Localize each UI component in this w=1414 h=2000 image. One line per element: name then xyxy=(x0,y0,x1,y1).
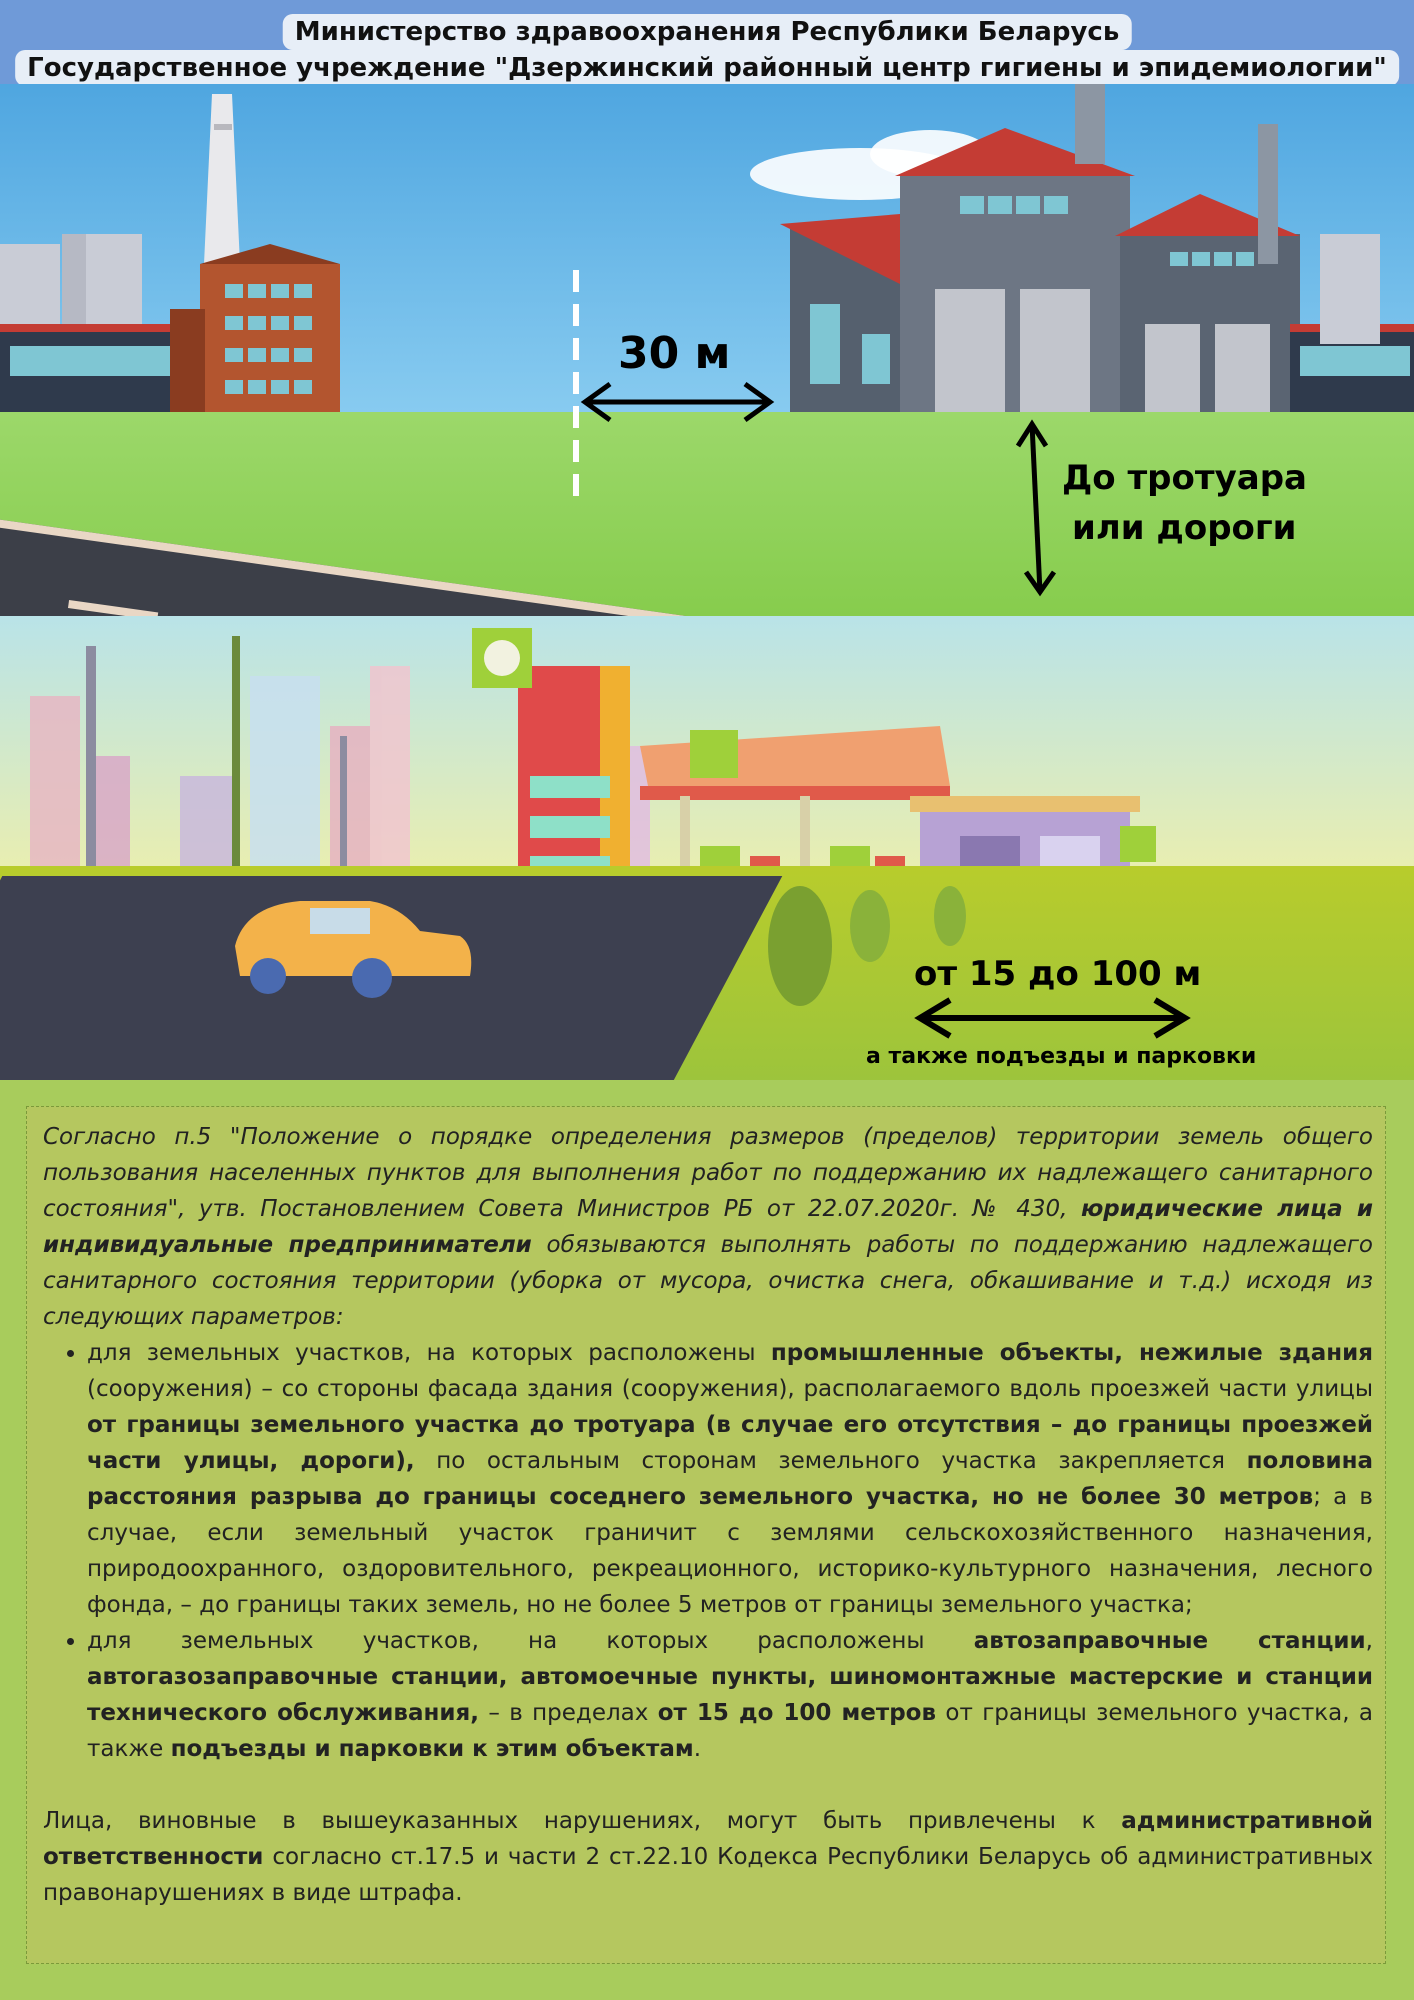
sidewalk-label-line1: До тротуара xyxy=(1062,458,1307,498)
distance-30m-label: 30 м xyxy=(618,328,731,379)
intro-paragraph: Согласно п.5 "Положение о порядке определения размеров (пределов) территории земель общего пользования населенных пунктов для выполнения работ по поддержанию их надлежащего санитарного состояния", утв. Постановлением Совета Министров РБ от 22.07.2020г. № 430, юридические лица и индивидуальные предприниматели обязываются выполнять работы по поддержанию надлежащего санитарного состояния территории (уборка от мусора, очистка снега, обкашивание и т.д.) исходя из следующих параметров: xyxy=(43,1124,1374,1330)
list-item-industrial: • для земельных участков, на которых расположены промышленные объекты, нежилые здания (сооружения) – со стороны фасада здания (сооружения), располагаемого вдоль проезжей части улицы от границы земельного участка до тротуара (в случае его отсутствия – до границы проезжей части улицы, дороги), по остальным сторонам земельного участка закрепляется половина расстояния разрыва до границы соседнего земельного участка, но не более 30 метров; а в случае, если земельный участок граничит с землями сельскохозяйственного назначения, природоохранного, оздоровительного, рекреационного, историко-культурного назначения, лесного фонда, – до границы таких земель, но не более 5 метров от границы земельного участка; xyxy=(87,1335,1373,1623)
industrial-scene xyxy=(0,84,1414,616)
institution-title: Государственное учреждение "Дзержинский районный центр гигиены и эпидемиологии" xyxy=(15,50,1399,86)
car-and-marker xyxy=(0,616,1414,1080)
list-item-gas-stations: • для земельных участков, на которых расположены автозаправочные станции, автогазозаправочные станции, автомоечные пункты, шиномонтажные мастерские и станции технического обслуживания, – в пределах от 15 до 100 метров от границы земельного участка, а также подъезды и парковки к этим объектам. xyxy=(87,1623,1373,1767)
header-bar xyxy=(0,0,1414,84)
liability-paragraph: Лица, виновные в вышеуказанных нарушениях, могут быть привлечены к административной ответственности согласно ст.17.5 и части 2 ст.22.10 Кодекса Республики Беларусь об административных правонарушениях в виде штрафа. xyxy=(43,1808,1373,1906)
parameters-list xyxy=(43,1335,1373,1767)
gas-station-scene xyxy=(0,616,1414,1080)
regulation-text-box xyxy=(26,1106,1386,1964)
sidewalk-label-line2: или дороги xyxy=(1072,508,1297,548)
distance-15-100m-label: от 15 до 100 м xyxy=(914,954,1202,994)
parking-note: а также подъезды и парковки xyxy=(866,1044,1257,1069)
ministry-title: Министерство здравоохранения Республики Беларусь xyxy=(283,14,1132,50)
